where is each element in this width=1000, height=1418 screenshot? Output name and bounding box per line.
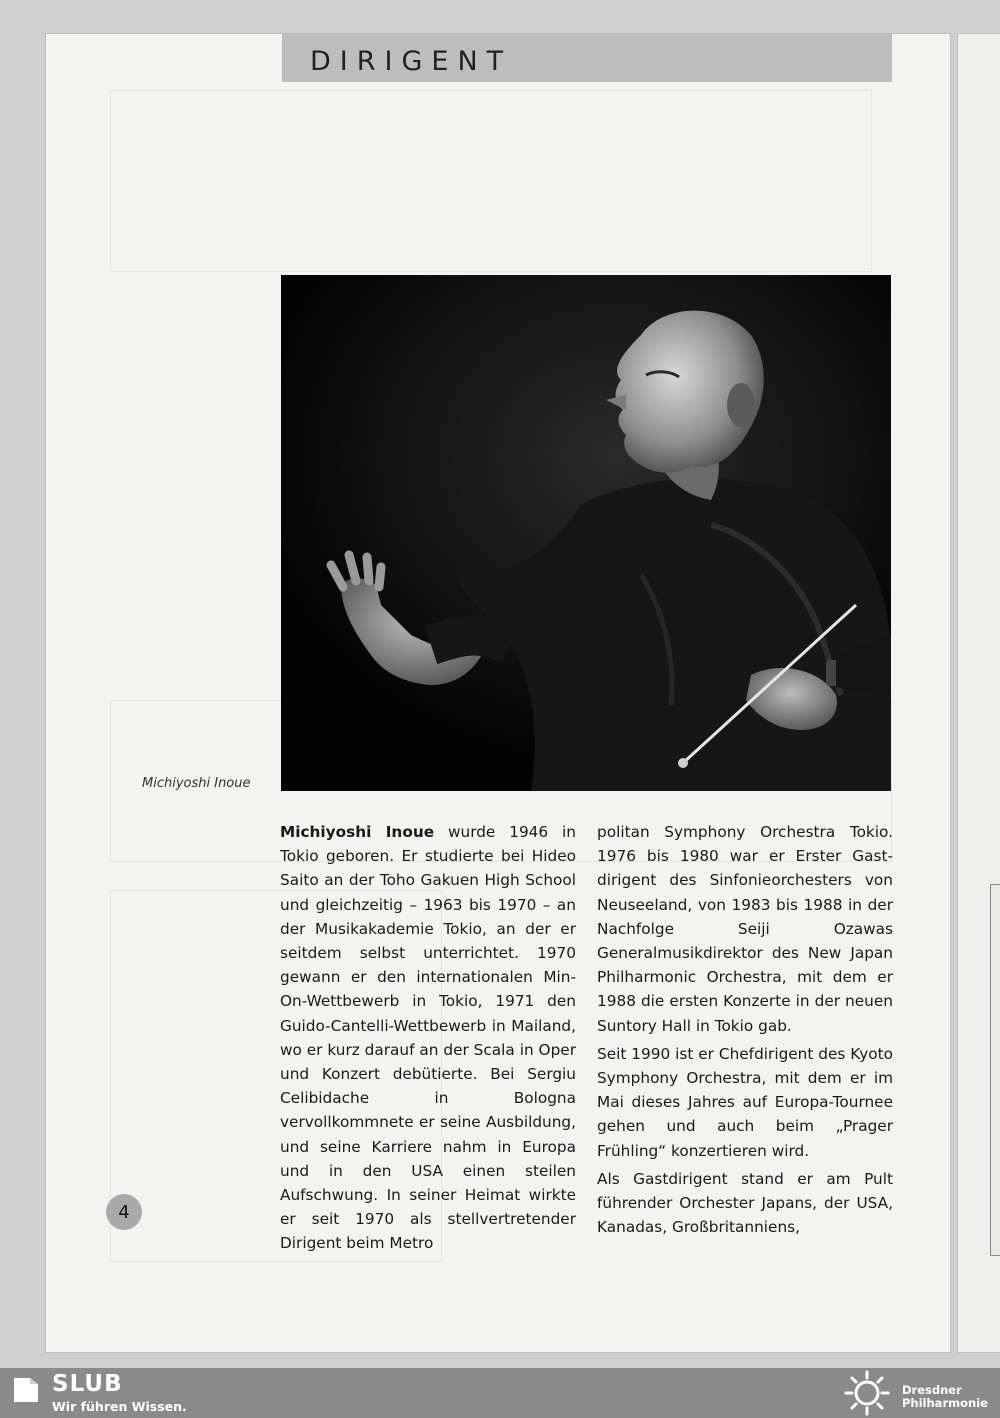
page-number: 4 — [106, 1194, 142, 1230]
conductor-name: Michiyoshi Inoue — [280, 823, 435, 841]
article-paragraph-2: politan Symphony Orchestra Tokio. 1976 bis 1980 war er Erster Gastdirigent des Sinfonieorchesters von Neuseeland, von 1983 bis 1988 in der Nachfolge Seiji Ozawas Generalmusikdirektor des New Japan Philharmonic Orchestra, mit dem er 1988 die ersten Konzerte in der neuen Suntory Hall in Tokio gab. — [597, 823, 893, 1035]
article-paragraph-1 — [280, 820, 576, 1256]
article-paragraph-4: Als Gastdirigent stand er am Pult führender Orchester Japans, der USA, Kanadas, Großbritanniens, — [597, 1169, 893, 1237]
library-name: SLUB — [52, 1371, 123, 1397]
partner-name-line-1: Dresdner — [902, 1383, 962, 1397]
section-title: DIRIGENT — [310, 46, 513, 77]
article-text-1: wurde 1946 in Tokio geboren. Er studierte bei Hideo Saito an der Toho Gakuen High School und gleichzeitig – 1963 bis 1970 – an der Musikakademie Tokio, an der er seitdem selbst unterrichtet. 1970 gewann er den internationalen Min-On-Wettbewerb in Tokio, 1971 den Guido-Cantelli-Wettbewerb in Mailand, wo er kurz darauf an der Scala in Oper und Konzert debütierte. Bei Sergiu Celibidache in Bologna vervollkommnete er seine Ausbildung, und seine Karriere nahm in Europa und in den USA einen steilen Aufschwung. In seiner Heimat wirkte er seit 1970 als stellvertretender Dirigent beim Metro — [280, 823, 576, 1253]
partner-name — [902, 1384, 998, 1410]
philharmonie-sun-icon — [838, 1370, 896, 1416]
conductor-photo — [281, 275, 891, 791]
library-tagline: Wir führen Wissen. — [52, 1399, 187, 1414]
conductor-illustration — [281, 275, 891, 791]
article-column-2 — [597, 820, 893, 1239]
adjacent-page-mark — [990, 884, 1000, 1256]
partner-name-line-2: Philharmonie — [902, 1396, 988, 1410]
article-column-1 — [280, 820, 576, 1256]
photo-caption: Michiyoshi Inoue — [142, 776, 251, 791]
article-paragraph-3: Seit 1990 ist er Chefdirigent des Kyoto Symphony Orchestra, mit dem er im Mai dieses Jahres auf Europa-Tournee gehen und auch beim „Prager Frühling“ konzertieren wird. — [597, 1044, 893, 1160]
bleed-through-area — [110, 90, 872, 272]
slub-book-icon — [10, 1374, 42, 1406]
